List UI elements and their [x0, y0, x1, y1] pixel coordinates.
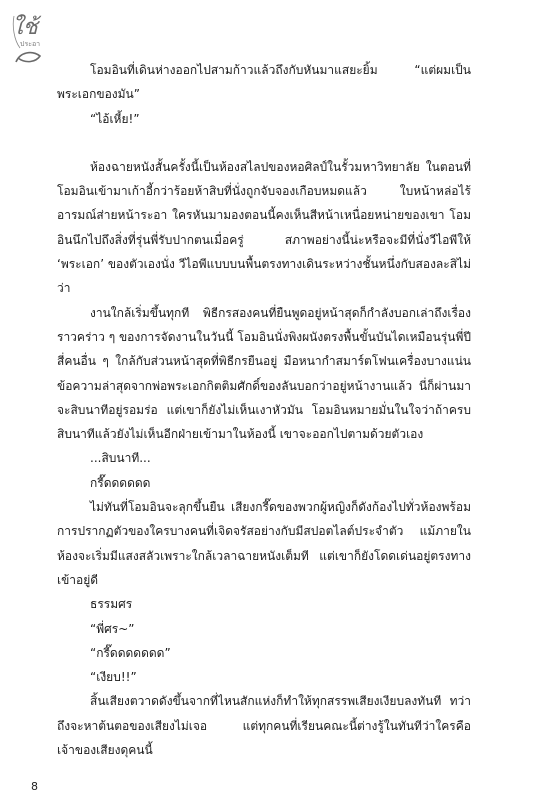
paragraph: สิ้นเสียงตวาดดังขึ้นจากที่ไหนสักแห่งก็ทำให้ทุกสรรพเสียงเงียบลงทันที ทว่าถึงจะหาต้นตอของเสียงไม่เจอ แต่ทุกคนที่เรียนคณะนี้ต่างรู้ในทันทีว่าใครคือเจ้าของเสียงดุคนนี้	[57, 694, 471, 758]
logo-small-text: ประอา	[20, 40, 41, 48]
page-number: 8	[31, 780, 38, 793]
paragraph: งานใกล้เริ่มขึ้นทุกที พิธีกรสองคนที่ยืนพูดอยู่หน้าสุดก็กำลังบอกเล่าถึงเรื่องราวคร่าว ๆ ของการจัดงานในวันนี้ โอมอินนั่งพิงผนังตรงพื้นขั้นบันไดเหมือนรุ่นพี่ปีสี่คนอื่น ๆ ใกล้กับส่วนหน้าสุดที่พิธีกรยืนอยู่ มือหนากำสมาร์ตโฟนเครื่องบางแน่น ข้อความล่าสุดจากพ่อพระเอกกิตติมศักดิ์ของลันบอกว่าอยู่หน้างานแล้ว นี่ก็ผ่านมาจะสิบนาทีอยู่รอมร่อ แต่เขาก็ยังไม่เห็นเงาหัวมัน โอมอินหมายมั่นในใจว่าถ้าครบสิบนาทีแล้วยังไม่เห็นอีกฝ่ายเข้ามาในห้องนี้ เขาจะออกไปตามด้วยตัวเอง	[57, 305, 471, 442]
paragraph: ไม่ทันที่โอมอินจะลุกขึ้นยืน เสียงกรี๊ดของพวกผู้หญิงก็ดังก้องไปทั่วห้องพร้อมการปรากฏตัวของใครบางคนที่เจิดจรัสอย่างกับมีสปอตไลต์ประจำตัว แม้ภายในห้องจะเริ่มมีแสงสลัวเพราะใกล้เวลาฉายหนังเต็มที แต่เขาก็ยังโดดเด่นอยู่ตรงทางเข้าอยู่ดี	[57, 500, 471, 587]
paragraph: ห้องฉายหนังสั้นครั้งนี้เป็นห้องสไลปของหอศิลป์ในรั้วมหาวิทยาลัย ในตอนที่โอมอินเข้ามาเก้าอี้กว่าร้อยห้าสิบที่นั่งถูกจับจองเกือบหมดแล้ว ใบหน้าหล่อไร้อารมณ์ส่ายหน้าระอา ใครหันมามองตอนนี้คงเห็นสีหน้าเหนื่อยหน่ายของเขา โอมอินนึกไปถึงสิ่งที่รุ่นพี่รับปากตนเมื่อครู่ สภาพอย่างนี้น่ะหรือจะมีที่นั่งวีไอพีให้ ‘พระเอก’ ของตัวเองนั่ง วีไอพีแบบบนพื้นตรงทางเดินระหว่างชั้นหนึ่งกับสองละสิไม่ว่า	[57, 159, 471, 296]
paragraph: โอมอินที่เดินห่างออกไปสามก้าวแล้วถึงกับหันมาแสยะยิ้ม “แต่ผมเป็นพระเอกของมัน”	[57, 63, 471, 102]
logo-big-text: ใช้	[12, 15, 38, 40]
publisher-logo	[10, 6, 50, 66]
paragraph: ...สิบนาที...	[90, 451, 151, 466]
paragraph-gap	[57, 131, 471, 155]
paragraph: “เงียบ!!”	[90, 670, 137, 685]
paragraph: ธรรมศร	[90, 597, 133, 612]
paragraph: กรี๊ดดดดดด	[90, 475, 151, 490]
page-body	[57, 58, 471, 762]
paragraph: “ไอ้เหี้ย!”	[90, 111, 140, 126]
paragraph: “กรี๊ดดดดดดด”	[90, 645, 171, 660]
paragraph: “พี่ศร~”	[90, 621, 135, 636]
